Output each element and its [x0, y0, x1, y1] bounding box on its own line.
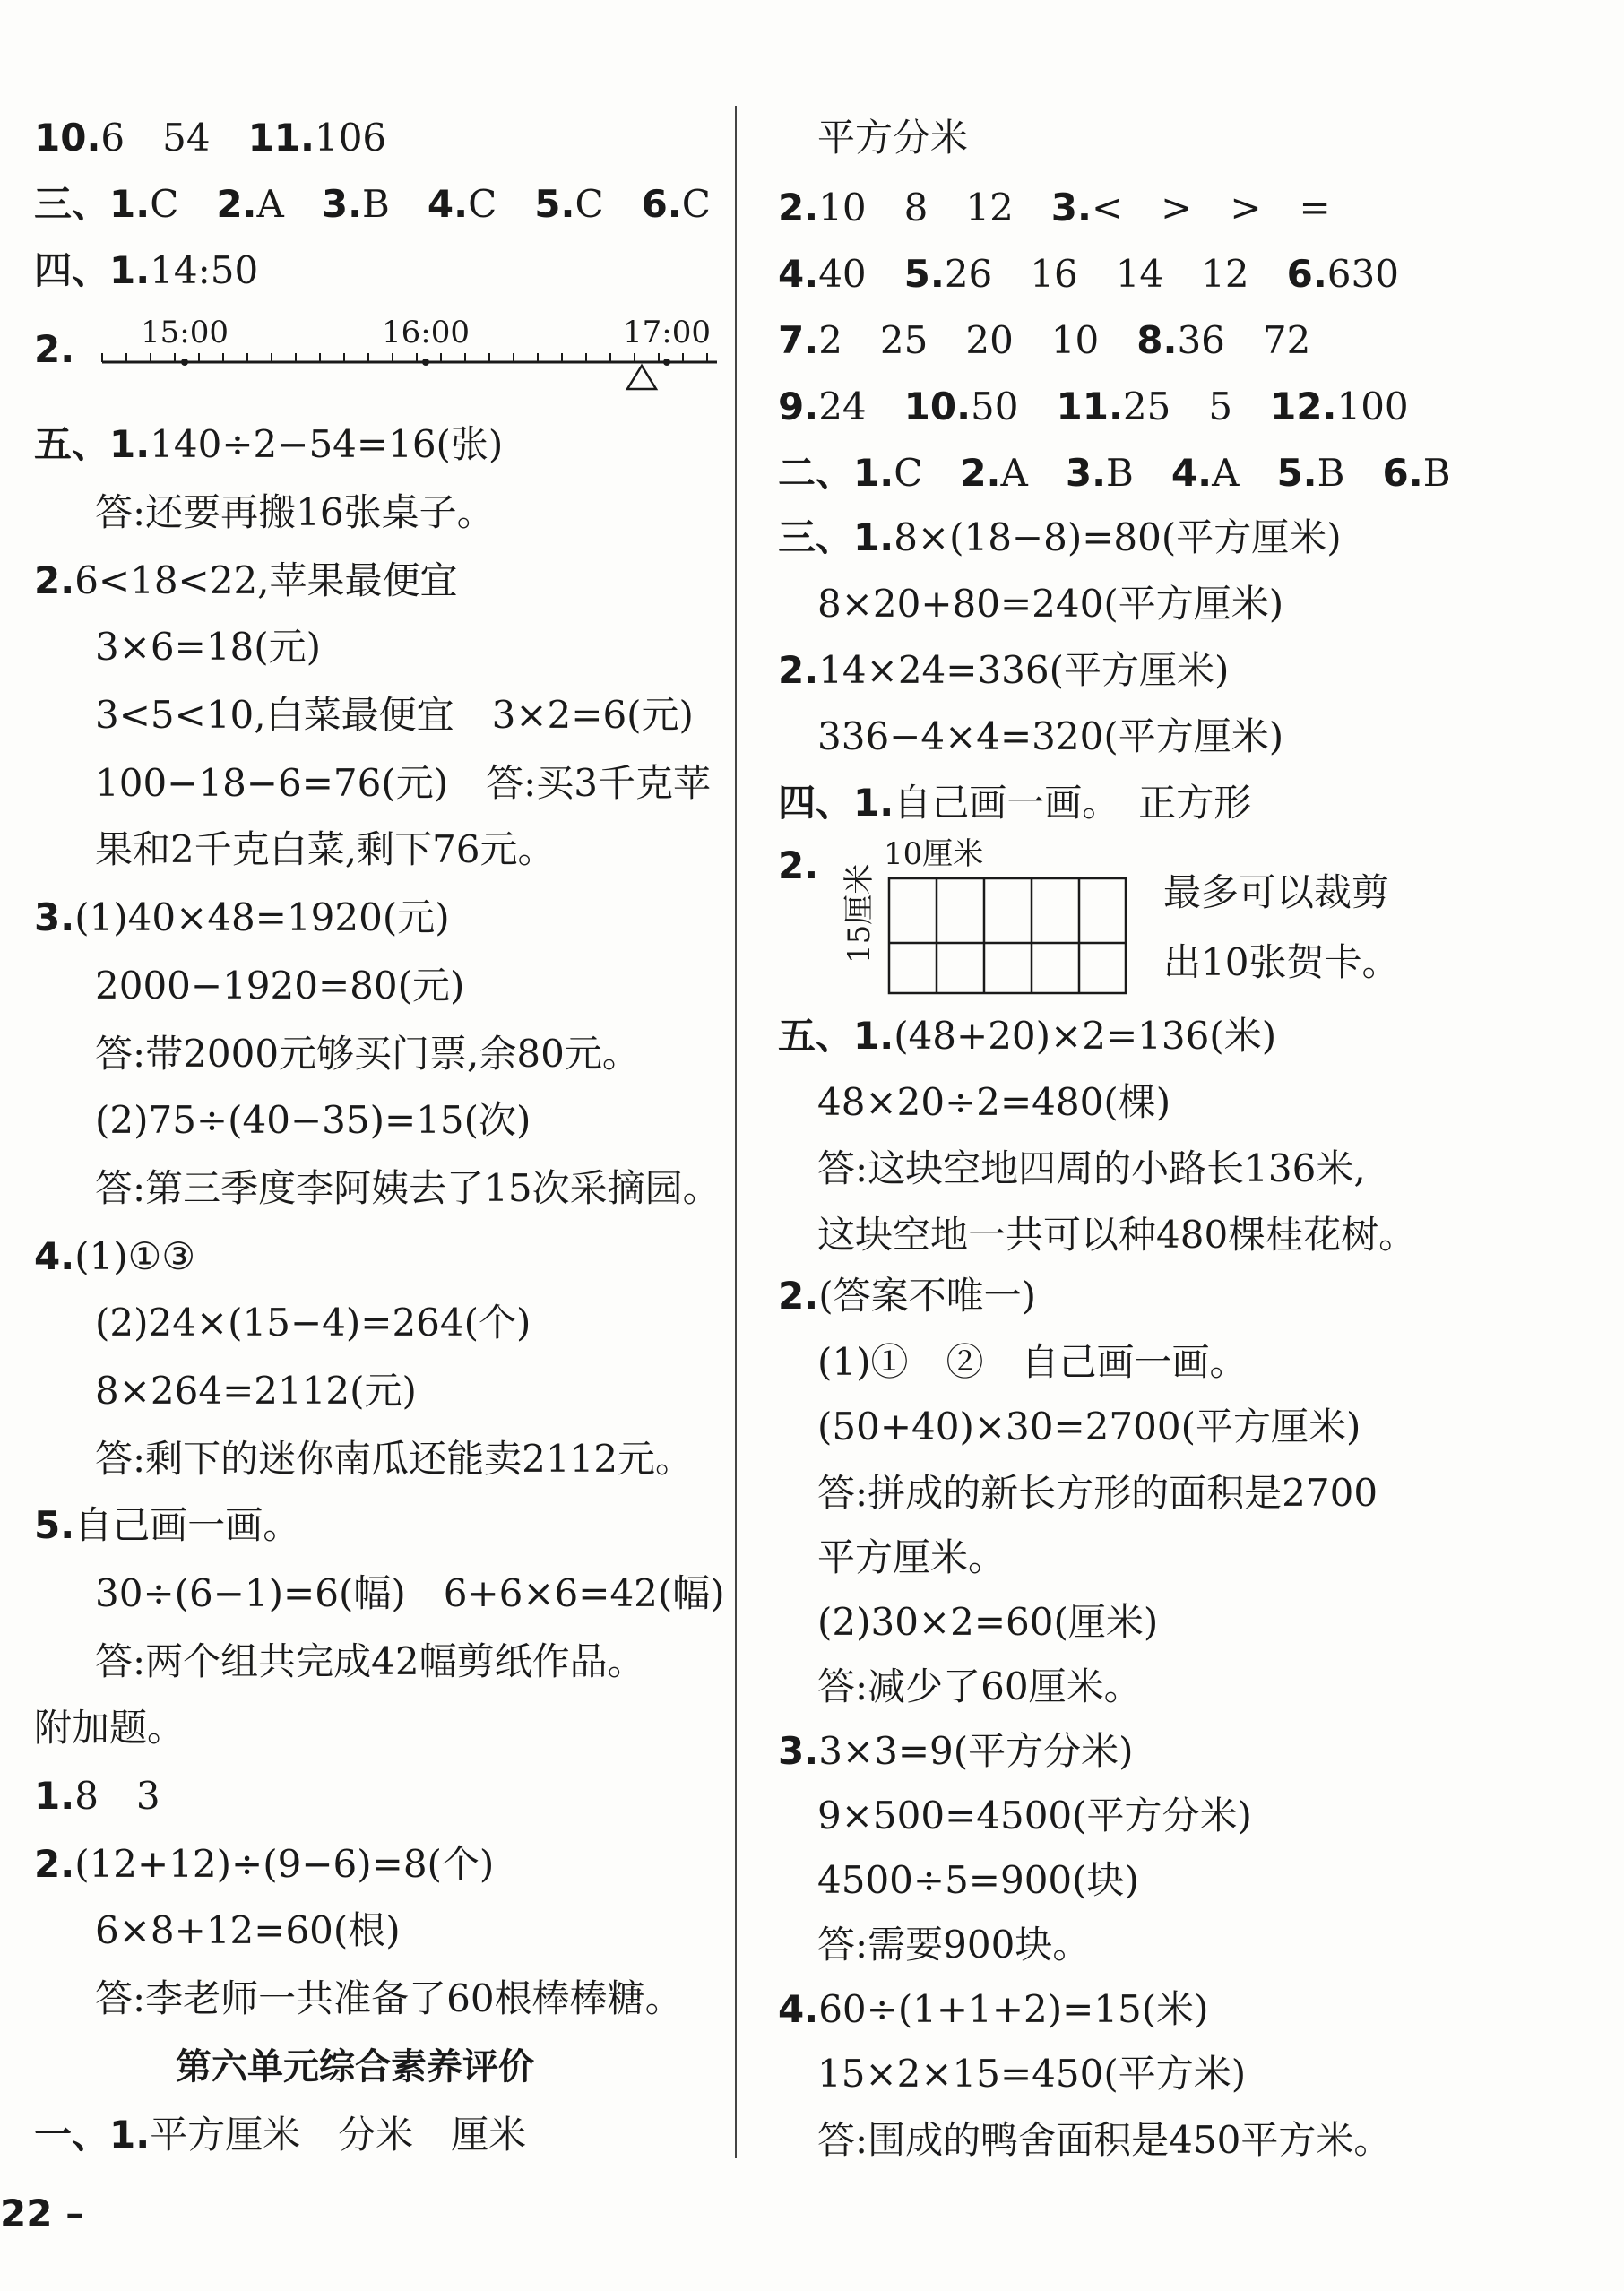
answer-line: 2.10 8 12 3.< > > =: [778, 186, 1331, 229]
timeline-figure: [99, 308, 726, 398]
answer-line: 答:拼成的新长方形的面积是2700: [817, 1471, 1378, 1515]
answer-line: 1.8 3: [34, 1774, 160, 1818]
answer-line: 出10张贺卡。: [1163, 940, 1400, 984]
answer-line: 答:带2000元够买门票,余80元。: [95, 1032, 640, 1076]
grid-outline: [889, 878, 1126, 993]
card-grid-figure: [830, 834, 1135, 1004]
timeline-dot: [422, 359, 429, 366]
answer-line: 三、1.8×(18−8)=80(平方厘米): [778, 515, 1342, 559]
answer-line: 6×8+12=60(根): [95, 1908, 401, 1952]
answer-line: 9×500=4500(平方分米): [817, 1794, 1252, 1837]
answer-line: 30÷(6−1)=6(幅) 6+6×6=42(幅): [95, 1571, 725, 1615]
timeline-label: 16:00: [382, 315, 470, 350]
column-divider: [735, 106, 737, 2158]
answer-line: 平方厘米。: [817, 1535, 1006, 1579]
timeline-dot: [663, 359, 670, 366]
answer-line: 336−4×4=320(平方厘米): [817, 714, 1284, 758]
page-number: 22 –: [0, 2192, 85, 2235]
answer-line: 答:减少了60厘米。: [817, 1664, 1142, 1708]
answer-line: 2.: [34, 327, 75, 371]
answer-line: (1)① ② 自己画一画。: [817, 1340, 1248, 1384]
answer-line: 10.6 54 11.106: [34, 116, 387, 160]
answer-line: 四、1.14:50: [34, 248, 259, 292]
grid-height-label: 15厘米: [842, 863, 877, 964]
answer-line: 2.(12+12)÷(9−6)=8(个): [34, 1842, 495, 1886]
answer-line: 8×20+80=240(平方厘米): [817, 582, 1284, 626]
timeline-label: 17:00: [623, 315, 711, 350]
answer-line: 4500÷5=900(块): [817, 1858, 1139, 1902]
answer-line: 3×6=18(元): [95, 625, 322, 669]
answer-line: 四、1.自己画一画。 正方形: [778, 781, 1252, 825]
answer-line: 答:两个组共完成42幅剪纸作品。: [95, 1639, 645, 1683]
answer-line: 答:剩下的迷你南瓜还能卖2112元。: [95, 1437, 694, 1481]
timeline-dot: [181, 359, 188, 366]
answer-line: 答:还要再搬16张桌子。: [95, 490, 495, 534]
answer-line: 100−18−6=76(元) 答:买3千克苹: [95, 761, 711, 805]
answer-line: 8×264=2112(元): [95, 1369, 417, 1413]
answer-line: 最多可以裁剪: [1163, 870, 1390, 914]
answer-line: 答:围成的鸭舍面积是450平方米。: [817, 2118, 1392, 2162]
answer-line: (2)75÷(40−35)=15(次): [95, 1098, 531, 1142]
answer-line: (2)24×(15−4)=264(个): [95, 1301, 531, 1344]
answer-line: 4.60÷(1+1+2)=15(米): [778, 1987, 1209, 2031]
answer-line: 48×20÷2=480(棵): [817, 1080, 1171, 1124]
answer-line: 答:这块空地四周的小路长136米,: [817, 1146, 1366, 1190]
answer-line: 答:需要900块。: [817, 1923, 1091, 1967]
answer-line: 5.自己画一画。: [34, 1503, 301, 1547]
answer-line: 3.3×3=9(平方分米): [778, 1729, 1134, 1773]
answer-line: 答:李老师一共准备了60根棒棒糖。: [95, 1976, 683, 2020]
triangle-marker: [627, 366, 656, 389]
answer-line: 15×2×15=450(平方米): [817, 2052, 1247, 2096]
answer-line: (50+40)×30=2700(平方厘米): [817, 1405, 1361, 1448]
timeline-label: 15:00: [141, 315, 229, 350]
answer-line: 这块空地一共可以种480棵桂花树。: [817, 1213, 1417, 1257]
answer-line: 一、1.平方厘米 分米 厘米: [34, 2113, 527, 2157]
answer-line: 平方分米: [817, 116, 969, 160]
answer-line: 2.: [778, 843, 819, 887]
answer-line: 二、1.C 2.A 3.B 4.A 5.B 6.B: [778, 451, 1451, 495]
answer-line: 五、1.(48+20)×2=136(米): [778, 1014, 1277, 1058]
answer-line: 三、1.C 2.A 3.B 4.C 5.C 6.C: [34, 182, 711, 226]
answer-line: 3<5<10,白菜最便宜 3×2=6(元): [95, 693, 694, 737]
answer-line: 9.24 10.50 11.25 5 12.100: [778, 385, 1409, 428]
answer-line: 果和2千克白菜,剩下76元。: [95, 827, 556, 871]
answer-line: 4.40 5.26 16 14 12 6.630: [778, 252, 1399, 296]
answer-line: 2.(答案不唯一): [778, 1274, 1036, 1318]
answer-line: 7.2 25 20 10 8.36 72: [778, 318, 1311, 362]
answer-line: (2)30×2=60(厘米): [817, 1600, 1159, 1644]
bonus-heading: 附加题。: [34, 1706, 186, 1750]
grid-width-label: 10厘米: [884, 836, 984, 872]
answer-line: 五、1.140÷2−54=16(张): [34, 422, 504, 466]
section-title: 第六单元综合素养评价: [176, 2046, 534, 2088]
answer-line: 答:第三季度李阿姨去了15次采摘园。: [95, 1166, 721, 1210]
answer-line: 2.14×24=336(平方厘米): [778, 648, 1230, 692]
answer-line: 2.6<18<22,苹果最便宜: [34, 558, 458, 602]
answer-line: 4.(1)①③: [34, 1234, 195, 1278]
answer-line: 3.(1)40×48=1920(元): [34, 895, 450, 939]
answer-line: 2000−1920=80(元): [95, 964, 465, 1007]
